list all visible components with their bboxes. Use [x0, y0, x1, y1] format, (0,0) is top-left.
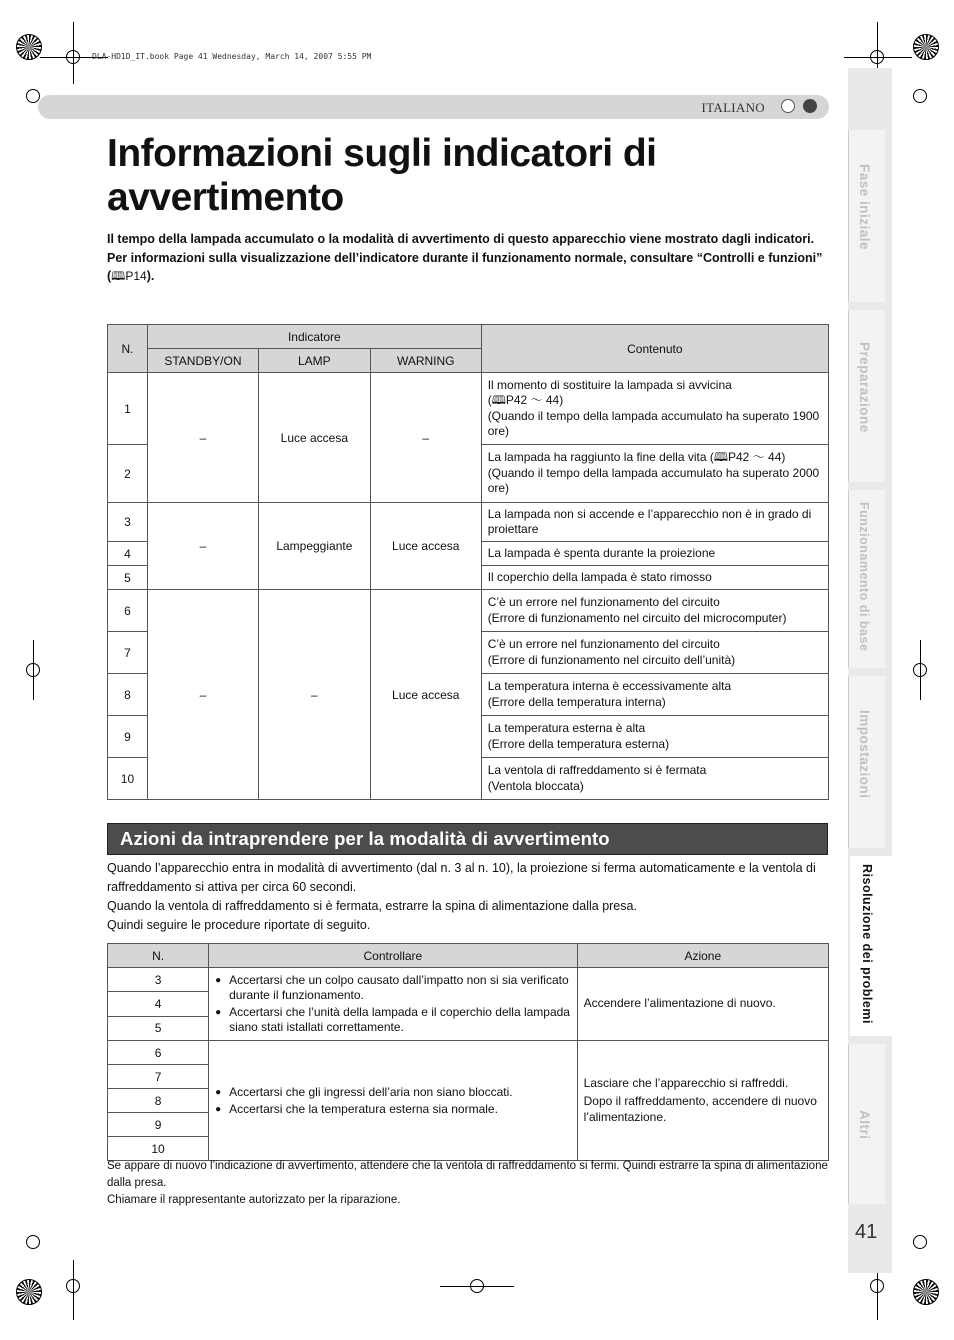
- sidebar-tab-fase-iniziale[interactable]: Fase iniziale: [848, 130, 885, 302]
- table-row: 7: [108, 1065, 829, 1089]
- page-ref: P14: [125, 269, 147, 283]
- registration-mark-top-right: [913, 34, 939, 60]
- header-controllare: Controllare: [209, 944, 578, 968]
- bullet-item: ● Accertarsi che gli ingressi dell’aria non siano bloccati.: [215, 1085, 571, 1100]
- table-row: 8: [108, 1089, 829, 1113]
- table-row: 3 – Lampeggiante Luce accesa La lampada non si accende e l’apparecchio non è in grado di proiettare: [108, 503, 829, 542]
- crosshair-mark: [913, 89, 927, 103]
- bullet-item: ● Accertarsi che un colpo causato dall’impatto non si sia verificato durante il funzionamento.: [215, 973, 571, 1003]
- indicator-table: [107, 324, 829, 800]
- header-n: N.: [108, 944, 209, 968]
- sidebar-tab-impostazioni[interactable]: Impostazioni: [848, 676, 885, 848]
- header-contenuto: Contenuto: [481, 325, 828, 373]
- book-icon: 🕮: [713, 450, 728, 465]
- table-row: 6 – – Luce accesa C’è un errore nel funzionamento del circuito (Errore di funzionamento nel circuito del microcomputer): [108, 590, 829, 632]
- language-label: ITALIANO: [701, 100, 765, 115]
- language-bar: [38, 95, 829, 119]
- print-header: DLA-HD1D_IT.book Page 41 Wednesday, March 14, 2007 5:55 PM: [92, 52, 372, 61]
- table-row: 3 ● Accertarsi che un colpo causato dall’impatto non si sia verificato durante il funzionamento. ● Accertarsi che l’unità della lampada e il coperchio della lampada siano stati istallati correttamente. Accendere l’alimentazione di nuovo.: [108, 968, 829, 992]
- registration-mark-bottom-right: [913, 1279, 939, 1305]
- table-row: 10 La ventola di raffreddamento si è fermata (Ventola bloccata): [108, 758, 829, 800]
- table-row: 4 La lampada è spenta durante la proiezione: [108, 542, 829, 566]
- table-row: 2 La lampada ha raggiunto la fine della vita (🕮P42 ～ 44) (Quando il tempo della lampada accumulato ha superato 2000 ore): [108, 445, 829, 503]
- book-icon: 🕮: [111, 269, 126, 283]
- crosshair-mark: [913, 1235, 927, 1249]
- footer-notes: Se appare di nuovo l’indicazione di avvertimento, attendere che la ventola di raffreddamento si fermi. Quindi estrarre la spina di alimentazione dalla presa. Chiamare il rappresentante autorizzato per la riparazione.: [107, 1160, 828, 1206]
- table-row: 8 La temperatura interna è eccessivamente alta (Errore della temperatura interna): [108, 674, 829, 716]
- header-azione: Azione: [577, 944, 828, 968]
- sidebar-tab-preparazione[interactable]: Preparazione: [848, 310, 885, 482]
- table-row: 6 ● Accertarsi che gli ingressi dell’aria non siano bloccati. ● Accertarsi che la temperatura esterna sia normale. Lasciare che l’apparecchio si raffreddi. Dopo il raffreddamento, accendere di nuovo l’alimentazione.: [108, 1041, 829, 1065]
- header-indicatore: Indicatore: [147, 325, 481, 349]
- bullet-item: ● Accertarsi che la temperatura esterna sia normale.: [215, 1102, 571, 1117]
- intro-line-2: Per informazioni sulla visualizzazione dell’indicatore durante il funzionamento normale, consultare “Controlli e funzioni” (🕮P14).: [107, 250, 823, 283]
- header-lamp: LAMP: [258, 349, 370, 373]
- crop-line: [73, 1260, 74, 1320]
- intro-text: [107, 230, 833, 286]
- circle-outline-icon: [781, 99, 795, 113]
- section-heading-bar: [107, 823, 828, 855]
- registration-mark-top-left: [16, 34, 42, 60]
- sidebar-tab-funzionamento-di-base[interactable]: Funzionamento di base: [848, 490, 885, 668]
- bullet-item: ● Accertarsi che l’unità della lampada e il coperchio della lampada siano stati istallati correttamente.: [215, 1005, 571, 1035]
- header-n: N.: [108, 325, 148, 373]
- header-standby: STANDBY/ON: [147, 349, 258, 373]
- circle-filled-icon: [803, 99, 817, 113]
- table-row: 5: [108, 1016, 829, 1040]
- book-icon: 🕮: [491, 393, 506, 407]
- crosshair-mark: [26, 1235, 40, 1249]
- table-row: 1 – Luce accesa – Il momento di sostituire la lampada si avvicina (🕮P42 ～ 44) (Quando il tempo della lampada accumulato ha superato 1900 ore): [108, 373, 829, 445]
- header-warning: WARNING: [370, 349, 481, 373]
- page-title: Informazioni sugli indicatori di avvertimento: [107, 132, 657, 219]
- section-body: Quando l’apparecchio entra in modalità di avvertimento (dal n. 3 al n. 10), la proiezione si ferma automaticamente e la ventola di raffreddamento si attiva per circa 60 secondi. Quando la ventola di raffreddamento si è fermata, estrarre la spina di alimentazione dalla presa. Quindi seguire le procedure riportate di seguito.: [107, 861, 816, 932]
- table-row: 9: [108, 1113, 829, 1137]
- table-row: 10: [108, 1137, 829, 1161]
- registration-mark-bottom-left: [16, 1279, 42, 1305]
- crop-line: [920, 640, 921, 700]
- crop-line: [844, 57, 912, 58]
- section-title: Azioni da intraprendere per la modalità di avvertimento: [120, 828, 610, 849]
- action-table: [107, 943, 829, 1161]
- table-row: 9 La temperatura esterna è alta (Errore della temperatura esterna): [108, 716, 829, 758]
- page-number: 41: [855, 1221, 878, 1243]
- table-row: 4: [108, 992, 829, 1016]
- sidebar-tab-risoluzione-dei-problemi[interactable]: Risoluzione dei problemi: [850, 856, 898, 1036]
- table-row: 7 C’è un errore nel funzionamento del circuito (Errore di funzionamento nel circuito dell’unità): [108, 632, 829, 674]
- intro-line-1: Il tempo della lampada accumulato o la modalità di avvertimento di questo apparecchio viene mostrato dagli indicatori.: [107, 232, 815, 246]
- crop-line: [73, 22, 74, 84]
- table-row: 5 Il coperchio della lampada è stato rimosso: [108, 566, 829, 590]
- crosshair-mark: [26, 89, 40, 103]
- sidebar-tab-altri[interactable]: Altri: [848, 1044, 885, 1204]
- crop-line: [440, 1286, 514, 1287]
- crop-line: [33, 640, 34, 700]
